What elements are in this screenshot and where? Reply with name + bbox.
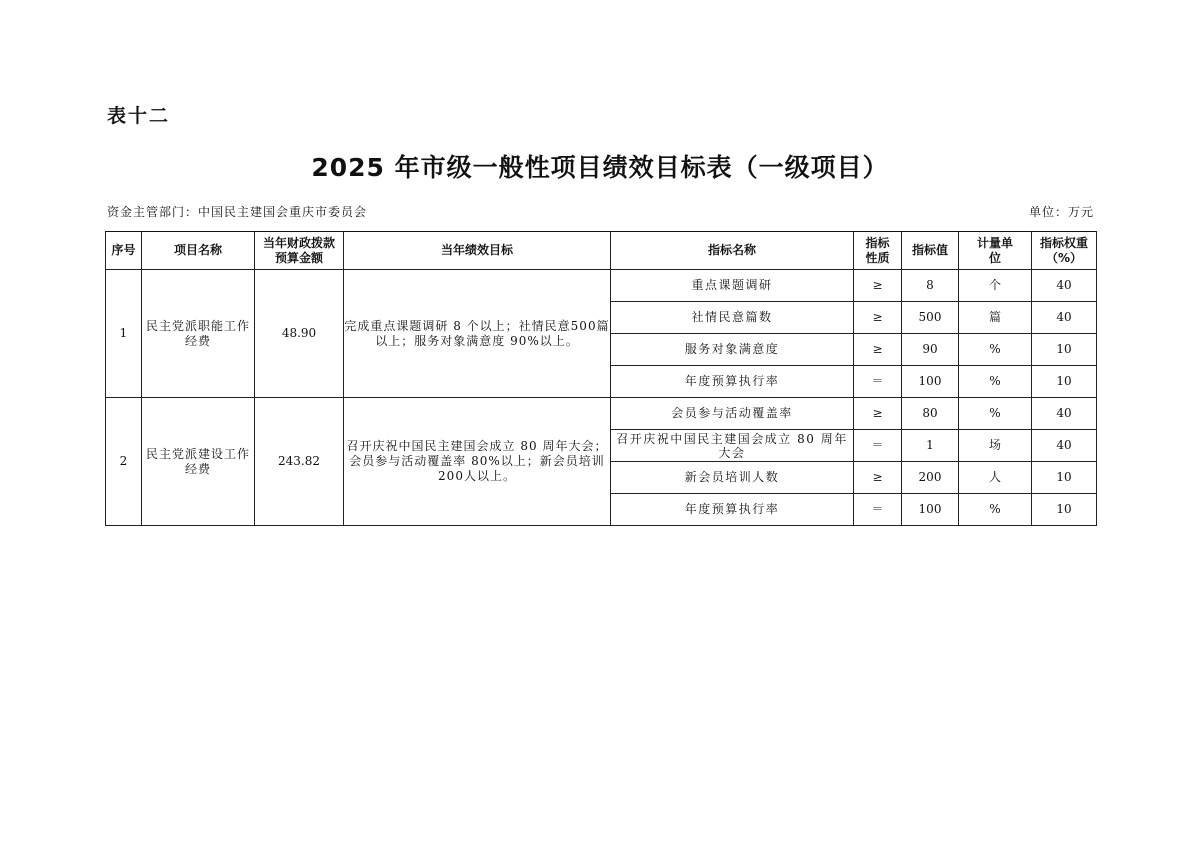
project-budget: 48.90 xyxy=(255,270,344,398)
indicator-name: 服务对象满意度 xyxy=(611,334,854,366)
header-indicator-name: 指标名称 xyxy=(611,232,854,270)
indicator-unit: % xyxy=(959,494,1032,526)
project-goal: 召开庆祝中国民主建国会成立 80 周年大会；会员参与活动覆盖率 80%以上；新会员培训200人以上。 xyxy=(344,398,611,526)
indicator-weight: 10 xyxy=(1032,366,1097,398)
indicator-value: 80 xyxy=(902,398,959,430)
indicator-name: 会员参与活动覆盖率 xyxy=(611,398,854,430)
project-budget: 243.82 xyxy=(255,398,344,526)
project-seq: 2 xyxy=(106,398,142,526)
table-number: 表十二 xyxy=(107,105,171,127)
indicator-name: 年度预算执行率 xyxy=(611,494,854,526)
header-measure-unit: 计量单位 xyxy=(959,232,1032,270)
indicator-value: 200 xyxy=(902,462,959,494)
indicator-weight: 40 xyxy=(1032,398,1097,430)
indicator-unit: % xyxy=(959,398,1032,430)
indicator-unit: 人 xyxy=(959,462,1032,494)
indicator-value: 1 xyxy=(902,430,959,462)
project-name: 民主党派建设工作经费 xyxy=(142,398,255,526)
indicator-value: 100 xyxy=(902,366,959,398)
indicator-nature: ≥ xyxy=(854,334,902,366)
indicator-name: 年度预算执行率 xyxy=(611,366,854,398)
indicator-value: 8 xyxy=(902,270,959,302)
page-title: 2025 年市级一般性项目绩效目标表（一级项目） xyxy=(311,153,889,182)
project-goal: 完成重点课题调研 8 个以上；社情民意500篇以上；服务对象满意度 90%以上。 xyxy=(344,270,611,398)
header-budget: 当年财政拨款预算金额 xyxy=(255,232,344,270)
indicator-nature: ＝ xyxy=(854,430,902,462)
indicator-weight: 10 xyxy=(1032,494,1097,526)
indicator-unit: % xyxy=(959,334,1032,366)
indicator-value: 100 xyxy=(902,494,959,526)
header-value: 指标值 xyxy=(902,232,959,270)
indicator-nature: ≥ xyxy=(854,462,902,494)
indicator-name: 新会员培训人数 xyxy=(611,462,854,494)
indicator-unit: 场 xyxy=(959,430,1032,462)
indicator-value: 90 xyxy=(902,334,959,366)
indicator-weight: 10 xyxy=(1032,334,1097,366)
indicator-weight: 40 xyxy=(1032,270,1097,302)
indicator-unit: % xyxy=(959,366,1032,398)
indicator-nature: ≥ xyxy=(854,302,902,334)
indicator-unit: 篇 xyxy=(959,302,1032,334)
header-project-name: 项目名称 xyxy=(142,232,255,270)
header-weight: 指标权重（%） xyxy=(1032,232,1097,270)
indicator-weight: 40 xyxy=(1032,302,1097,334)
indicator-nature: ＝ xyxy=(854,366,902,398)
project-name: 民主党派职能工作经费 xyxy=(142,270,255,398)
indicator-nature: ≥ xyxy=(854,398,902,430)
indicator-name: 社情民意篇数 xyxy=(611,302,854,334)
indicator-weight: 40 xyxy=(1032,430,1097,462)
indicator-value: 500 xyxy=(902,302,959,334)
funding-department: 资金主管部门：中国民主建国会重庆市委员会 xyxy=(107,205,368,219)
header-row xyxy=(106,232,1097,270)
table-row xyxy=(106,398,1097,430)
table-row xyxy=(106,270,1097,302)
header-seq: 序号 xyxy=(106,232,142,270)
indicator-unit: 个 xyxy=(959,270,1032,302)
header-goal: 当年绩效目标 xyxy=(344,232,611,270)
performance-table xyxy=(105,231,1097,526)
indicator-name: 重点课题调研 xyxy=(611,270,854,302)
indicator-nature: ＝ xyxy=(854,494,902,526)
currency-unit: 单位：万元 xyxy=(1028,205,1094,219)
indicator-name: 召开庆祝中国民主建国会成立 80 周年大会 xyxy=(611,430,854,462)
project-seq: 1 xyxy=(106,270,142,398)
header-nature: 指标性质 xyxy=(854,232,902,270)
indicator-weight: 10 xyxy=(1032,462,1097,494)
indicator-nature: ≥ xyxy=(854,270,902,302)
